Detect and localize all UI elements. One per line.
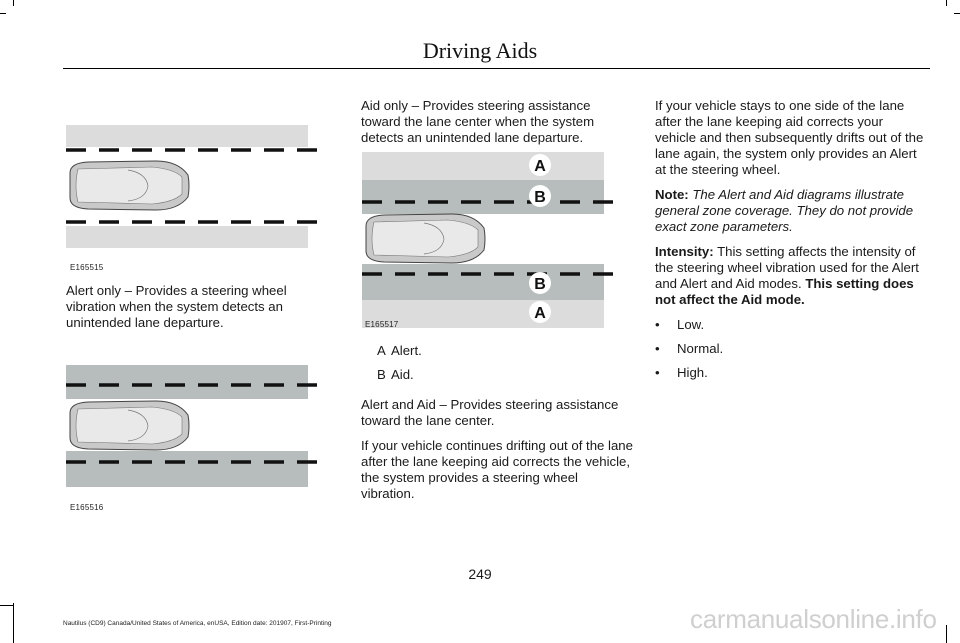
crop-mark bbox=[0, 605, 13, 606]
intensity-option: High. bbox=[677, 365, 708, 380]
crop-mark bbox=[0, 13, 6, 14]
key-row bbox=[361, 367, 633, 383]
intensity-paragraph bbox=[655, 244, 927, 308]
intensity-bold-text: This setting does not affect the Aid mode. bbox=[655, 276, 914, 307]
zone-label-b: B bbox=[534, 276, 546, 293]
zone-label-b: B bbox=[534, 189, 546, 206]
zone-label-a: A bbox=[534, 158, 546, 175]
figure-code: E165517 bbox=[365, 320, 399, 329]
key-description: Alert. bbox=[391, 343, 422, 358]
aid-only-paragraph: Aid only – Provides steering assistance toward the lane center when the system detects an unintended lane departure. bbox=[361, 98, 595, 145]
car-icon bbox=[70, 161, 189, 210]
figure-code: E165516 bbox=[70, 503, 104, 512]
col2-intro bbox=[361, 98, 623, 155]
list-item bbox=[655, 365, 927, 381]
crop-mark bbox=[954, 13, 960, 14]
intensity-option: Normal. bbox=[677, 341, 724, 356]
figure-lane-alert-zones bbox=[66, 125, 324, 249]
intensity-option: Low. bbox=[677, 317, 705, 332]
figure-lane-aid-zones bbox=[66, 365, 324, 489]
crop-mark bbox=[946, 625, 947, 643]
note-label: Note: bbox=[655, 187, 689, 202]
key-description: Aid. bbox=[391, 367, 414, 382]
zone-label-a: A bbox=[534, 305, 546, 322]
zone-label-badge-b bbox=[529, 272, 551, 294]
intensity-text: This setting affects the intensity of the steering wheel vibration used for the Alert and Alert and Aid modes. bbox=[655, 244, 919, 291]
bullet-icon: • bbox=[655, 341, 660, 356]
intensity-label: Intensity: bbox=[655, 244, 714, 259]
crop-mark bbox=[13, 0, 14, 6]
header-rule bbox=[63, 68, 930, 69]
zone-label-badge-a bbox=[529, 154, 551, 176]
alert-only-paragraph: Alert only – Provides a steering wheel vibration when the system detects an unintended lane departure. bbox=[66, 283, 287, 330]
figure-lane-alert-and-aid-zones bbox=[362, 152, 620, 328]
col3-body bbox=[655, 98, 927, 389]
car-icon bbox=[366, 214, 485, 263]
watermark-link[interactable]: carmanualsonline.info bbox=[690, 604, 937, 634]
figure-code: E165515 bbox=[70, 263, 104, 272]
edition-footer: Nautilus (CD9) Canada/United States of America, enUSA, Edition date: 201907, First-Printing bbox=[63, 620, 332, 627]
key-row bbox=[361, 343, 633, 359]
crop-mark bbox=[13, 603, 14, 643]
drifting-paragraph: If your vehicle continues drifting out of the lane after the lane keeping aid corrects the vehicle, the system provides a steering wheel vibration. bbox=[361, 438, 633, 501]
one-side-paragraph: If your vehicle stays to one side of the lane after the lane keeping aid corrects your vehicle and then subsequently drifts out of the lane again, the system only provides an Alert at the steering wheel. bbox=[655, 98, 924, 177]
note-text: The Alert and Aid diagrams illustrate general zone coverage. They do not provide exact zone parameters. bbox=[655, 187, 914, 234]
zone-label-badge-a bbox=[529, 301, 551, 323]
note-paragraph bbox=[655, 187, 927, 235]
crop-mark bbox=[946, 0, 947, 6]
page-header-title: Driving Aids bbox=[422, 38, 538, 63]
col1-text bbox=[66, 283, 316, 340]
lane-diagram bbox=[362, 152, 620, 328]
page-number: 249 bbox=[468, 566, 492, 582]
bullet-icon: • bbox=[655, 365, 660, 380]
zone-label-badge-b bbox=[529, 185, 551, 207]
alert-and-aid-paragraph: Alert and Aid – Provides steering assistance toward the lane center. bbox=[361, 397, 619, 428]
list-item bbox=[655, 341, 927, 357]
key-letter: B bbox=[377, 367, 386, 382]
lane-diagram bbox=[66, 125, 324, 249]
col2-body bbox=[361, 343, 633, 511]
bullet-icon: • bbox=[655, 317, 660, 332]
car-icon bbox=[70, 401, 189, 450]
list-item bbox=[655, 317, 927, 333]
lane-diagram bbox=[66, 365, 324, 489]
key-letter: A bbox=[377, 343, 386, 358]
